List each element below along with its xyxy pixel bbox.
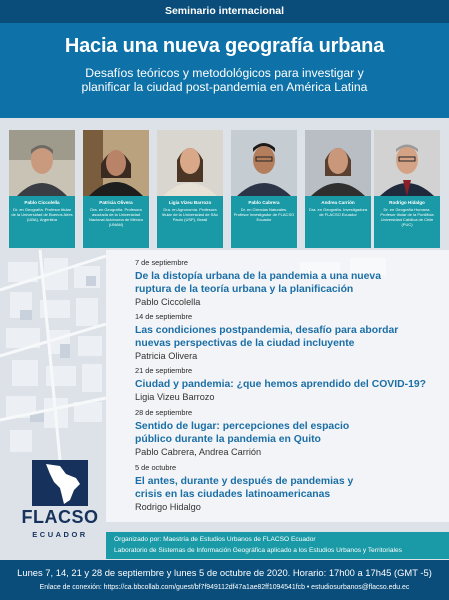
speaker-photo — [305, 130, 371, 196]
speaker-role: Dra. en Geografía. Profesora asociada de la Universidad Nacional Autónoma de México (UNAM) — [88, 206, 144, 227]
logo-word: FLACSO — [21, 507, 99, 527]
speaker-photo — [374, 130, 440, 196]
organizers-band — [106, 532, 449, 559]
session-date: 28 de septiembre — [135, 408, 193, 417]
speaker-card — [305, 130, 371, 248]
session-date: 7 de septiembre — [135, 258, 188, 267]
page-title: Hacia una nueva geografía urbana — [64, 35, 385, 57]
organizer-line: Laboratorio de Sistemas de Información Geográfica aplicado a los Estudios Urbanos y Territoriales — [114, 547, 402, 554]
session-date: 21 de septiembre — [135, 366, 193, 375]
session-title: De la distopía urbana de la pandemia a una nueva ruptura de la teoría urbana y la planificación — [135, 271, 381, 295]
speaker-name: Rodrigo Hidalgo — [389, 200, 425, 205]
speaker-role: Dra. en Agronomía. Profesora titular de la Universidad de São Paulo (USP), Brasil — [162, 206, 218, 222]
speaker-info — [157, 196, 223, 248]
speaker-photo — [83, 130, 149, 196]
logo-subtitle: ECUADOR — [32, 530, 88, 539]
page-subtitle: Desafíos teóricos y metodológicos para investigar y planificar la ciudad post-pandemia en América Latina — [81, 66, 368, 95]
speakers-row — [0, 118, 449, 250]
session-date: 14 de septiembre — [135, 312, 193, 321]
top-band — [0, 0, 449, 23]
speaker-photo — [157, 130, 223, 196]
speaker-card — [231, 130, 297, 248]
session-speakers: Pablo Ciccolella — [135, 297, 201, 307]
session-speakers: Patricia Olivera — [135, 351, 198, 361]
session-date: 5 de octubre — [135, 463, 177, 472]
session-item — [135, 258, 435, 307]
speaker-role: Dr. en Ciencias Naturales. Profesor investigador de FLACSO Ecuador — [233, 206, 295, 222]
session-item — [135, 366, 435, 402]
speaker-card — [83, 130, 149, 248]
header — [0, 23, 449, 118]
session-speakers: Pablo Cabrera, Andrea Carrión — [135, 447, 262, 457]
sessions-panel — [106, 250, 449, 522]
speaker-info — [305, 196, 371, 248]
speaker-photo — [9, 130, 75, 196]
speaker-photo — [231, 130, 297, 196]
session-title: El antes, durante y después de pandemias y crisis en las ciudades latinoamericanas — [135, 476, 354, 500]
session-title: Las condiciones postpandemia, desafío para abordar nuevas perspectivas de la ciudad incluyente — [135, 325, 399, 349]
event-type: Seminario internacional — [164, 5, 285, 17]
session-item — [135, 312, 435, 361]
session-speakers: Ligia Vizeu Barrozo — [135, 392, 215, 402]
latin-america-map-icon — [20, 460, 100, 508]
session-item — [135, 408, 435, 457]
speaker-info — [231, 196, 297, 248]
speaker-role: Dr. en Geografía. Profesor titular de la Universidad de Buenos Aires (UBA), Argentina — [11, 206, 73, 222]
session-title: Ciudad y pandemia: ¿que hemos aprendido del COVID-19? — [135, 379, 426, 390]
speaker-info — [374, 196, 440, 248]
organizer-line: Organizado por: Maestría de Estudios Urbanos de FLACSO Ecuador — [114, 536, 316, 543]
speaker-info — [9, 196, 75, 248]
session-speakers: Rodrigo Hidalgo — [135, 502, 201, 512]
speaker-card — [157, 130, 223, 248]
speaker-role: Dr. en Geografía Humana. Profesor titular de la Pontificia Universidad Católica de Chile (PUC) — [380, 206, 434, 227]
speaker-name: Pablo Cabrera — [248, 200, 280, 205]
connection-link[interactable]: Enlace de conexión: https://ca.bbcollab.com/guest/bf7f949112df47a1ae82ff1094541fcb • estudiosurbanos@flacso.edu.ec — [39, 584, 410, 591]
speaker-name: Pablo Ciccolella — [24, 200, 60, 205]
session-title: Sentido de lugar: percepciones del espacio público durante la pandemia en Quito — [135, 421, 350, 445]
speaker-card — [9, 130, 75, 248]
speaker-info — [83, 196, 149, 248]
footer — [0, 560, 449, 600]
speaker-role: Dra. en Geografía. Investigadora de FLACSO Ecuador — [308, 206, 368, 217]
session-item — [135, 463, 435, 512]
speaker-card — [374, 130, 440, 248]
flacso-logo — [20, 460, 104, 560]
speaker-name: Ligia Vizeu Barrozo — [168, 200, 212, 205]
speaker-name: Andrea Carrión — [321, 200, 355, 205]
schedule-text: Lunes 7, 14, 21 y 28 de septiembre y lunes 5 de octubre de 2020. Horario: 17h00 a 17h45 (GMT -5) — [17, 567, 432, 578]
speaker-name: Patricia Olivera — [99, 200, 133, 205]
